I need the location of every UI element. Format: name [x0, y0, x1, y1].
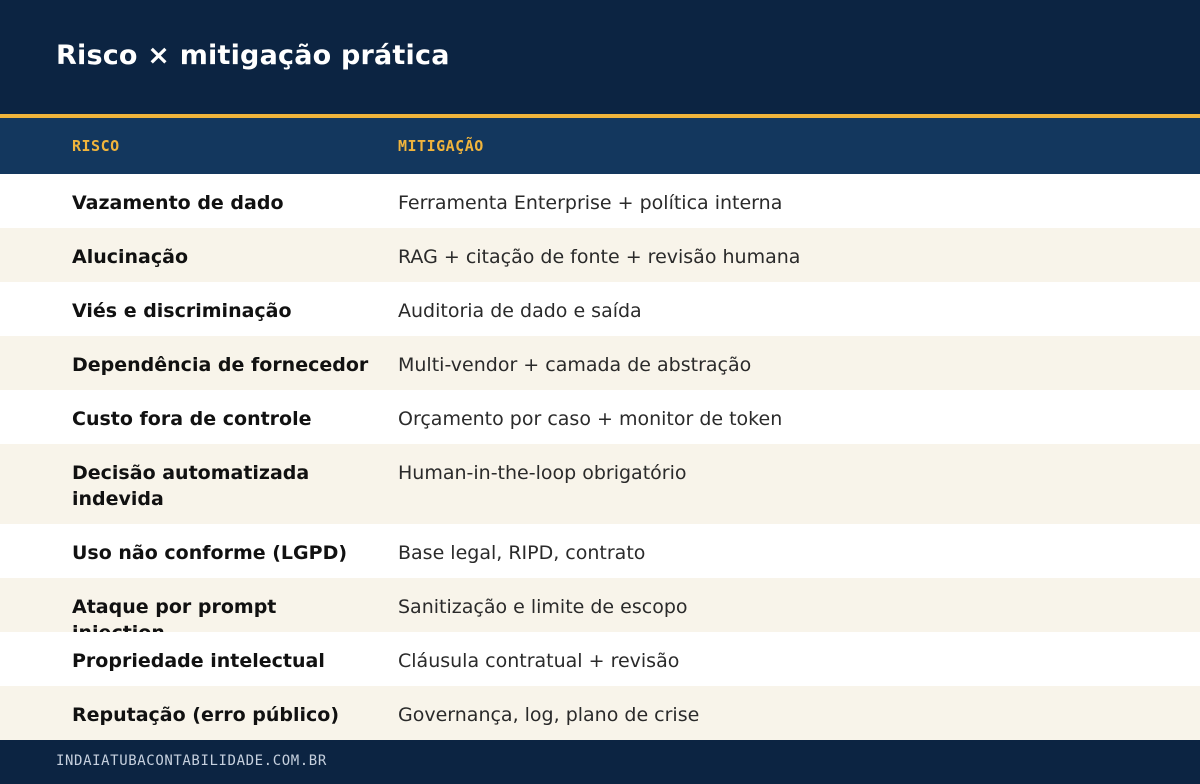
- slide-header: [0, 0, 1200, 114]
- page-title: Risco × mitigação prática: [56, 40, 450, 71]
- mitigation-cell: Multi-vendor + camada de abstração: [398, 354, 752, 376]
- risk-cell: Decisão automatizada indevida: [72, 462, 310, 510]
- risk-cell: Reputação (erro público): [72, 704, 340, 726]
- table-header: [0, 118, 1200, 174]
- column-header-mitigation: MITIGAÇÃO: [398, 137, 484, 155]
- table-row: [0, 686, 1200, 740]
- column-header-risk: RISCO: [72, 137, 120, 155]
- mitigation-cell: RAG + citação de fonte + revisão humana: [398, 246, 801, 268]
- slide-footer: [0, 740, 1200, 784]
- mitigation-cell: Auditoria de dado e saída: [398, 300, 642, 322]
- risk-cell: Ataque por prompt: [72, 596, 277, 618]
- risk-cell: Custo fora de controle: [72, 408, 312, 430]
- risk-cell: Vazamento de dado: [72, 192, 284, 214]
- risk-cell: Dependência de fornecedor: [72, 354, 369, 376]
- table-row: [0, 336, 1200, 390]
- risk-cell: Propriedade intelectual: [72, 650, 325, 672]
- mitigation-cell: Cláusula contratual + revisão: [398, 650, 680, 672]
- table-row: [0, 632, 1200, 686]
- table-row: [0, 390, 1200, 444]
- mitigation-cell: Human-in-the-loop obrigatório: [398, 462, 687, 484]
- risk-cell: Viés e discriminação: [72, 300, 292, 322]
- table-row: [0, 524, 1200, 578]
- table-row: [0, 282, 1200, 336]
- mitigation-cell: Base legal, RIPD, contrato: [398, 542, 646, 564]
- risk-cell: Uso não conforme (LGPD): [72, 542, 348, 564]
- table-row: [0, 444, 1200, 524]
- table-row: [0, 578, 1200, 632]
- risk-cell: Alucinação: [72, 246, 189, 268]
- table-body: [0, 174, 1200, 740]
- mitigation-cell: Governança, log, plano de crise: [398, 704, 700, 726]
- table-row: [0, 228, 1200, 282]
- table-row: [0, 174, 1200, 228]
- mitigation-cell: Ferramenta Enterprise + política interna: [398, 192, 783, 214]
- mitigation-cell: Sanitização e limite de escopo: [398, 596, 688, 618]
- mitigation-cell: Orçamento por caso + monitor de token: [398, 408, 783, 430]
- footer-website: INDAIATUBACONTABILIDADE.COM.BR: [56, 753, 327, 769]
